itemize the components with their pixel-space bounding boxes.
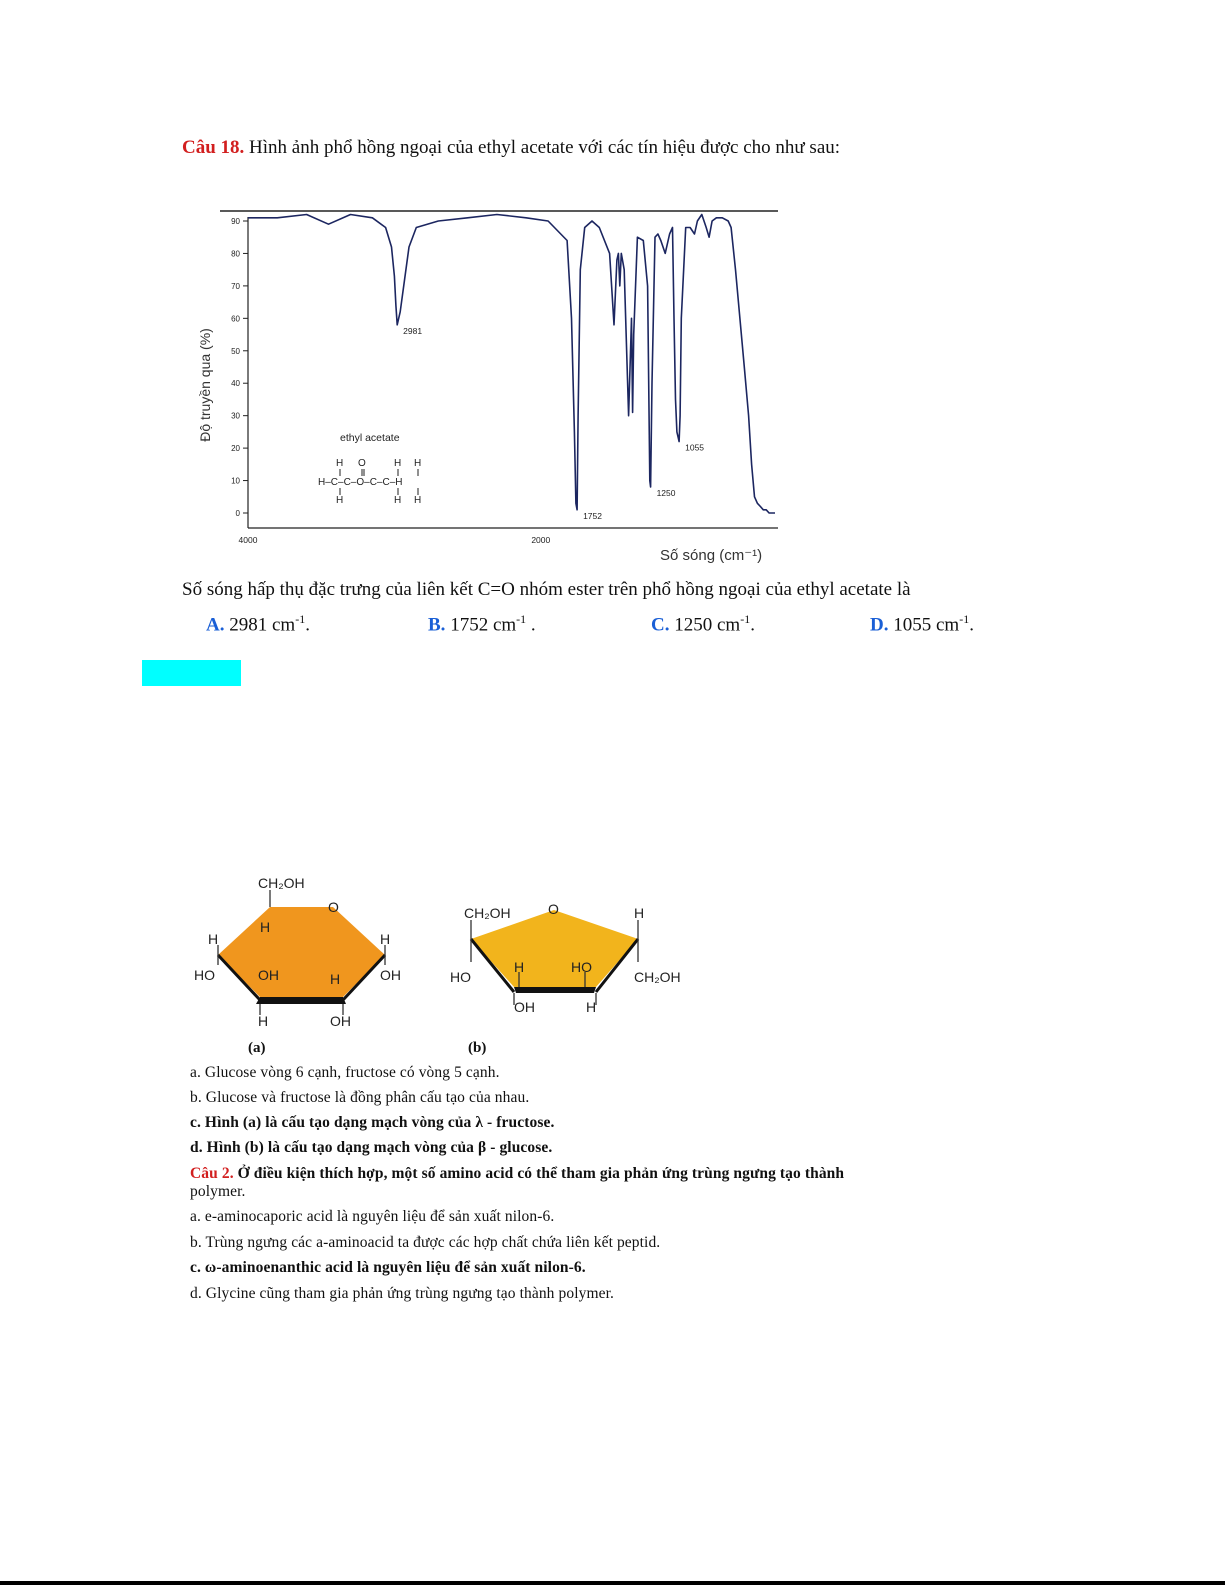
spectrum-line bbox=[248, 215, 775, 514]
question-18-heading bbox=[182, 137, 840, 159]
option-a-value: 2981 cm bbox=[224, 614, 296, 636]
inset-title: ethyl acetate bbox=[340, 432, 400, 444]
option-d[interactable] bbox=[870, 612, 974, 636]
b-h-inner: H bbox=[514, 959, 525, 975]
q2-statement-a: a. e-aminocaporic acid là nguyên liệu để sản xuất nilon-6. bbox=[190, 1208, 555, 1225]
option-b[interactable] bbox=[428, 612, 536, 636]
y-tick-label: 30 bbox=[231, 411, 240, 421]
ethyl-acetate-structure bbox=[318, 458, 421, 506]
y-tick-label: 70 bbox=[231, 281, 240, 291]
question-2-text-cont: polymer. bbox=[190, 1183, 246, 1200]
option-a-sup: -1 bbox=[295, 612, 306, 626]
question-18-text: Hình ảnh phổ hồng ngoại của ethyl acetate với các tín hiệu được cho như sau: bbox=[244, 137, 841, 158]
peak-label-1752: 1752 bbox=[583, 510, 603, 521]
b-ch2oh-right: CH₂OH bbox=[634, 969, 681, 985]
q1-statement-b: b. Glucose và fructose là đồng phân cấu tạo của nhau. bbox=[190, 1089, 530, 1106]
b-oh-bottom: OH bbox=[514, 999, 535, 1015]
q2-statement-c: c. ω-aminoenanthic acid là nguyên liệu để sản xuất nilon-6. bbox=[190, 1259, 586, 1276]
y-ticks bbox=[231, 217, 248, 518]
svg-text:H: H bbox=[394, 495, 402, 506]
a-oh-bottom: OH bbox=[330, 1013, 351, 1029]
option-c-value: 1250 cm bbox=[669, 614, 741, 636]
y-tick-label: 90 bbox=[231, 217, 240, 226]
option-b-end: . bbox=[526, 614, 536, 636]
y-tick-label: 0 bbox=[235, 509, 240, 518]
a-oh-right: OH bbox=[380, 967, 401, 983]
svg-text:H: H bbox=[336, 458, 344, 469]
b-ho-left: HO bbox=[450, 969, 471, 985]
a-h-right: H bbox=[380, 931, 391, 947]
pentagon-ring-b bbox=[471, 910, 638, 987]
option-d-end: . bbox=[969, 614, 974, 636]
y-tick-label: 20 bbox=[231, 444, 240, 454]
ir-spectrum-chart bbox=[190, 195, 790, 575]
a-h-bottom: H bbox=[258, 1013, 269, 1029]
page-bottom-border bbox=[0, 1581, 1225, 1585]
y-tick-label: 60 bbox=[231, 314, 240, 324]
caption-b: (b) bbox=[468, 1040, 487, 1056]
option-d-value: 1055 cm bbox=[888, 614, 960, 636]
y-tick-label: 10 bbox=[231, 476, 240, 486]
q1-statement-a: a. Glucose vòng 6 cạnh, fructose có vòng 5 cạnh. bbox=[190, 1064, 500, 1081]
option-c-end: . bbox=[750, 614, 755, 636]
cyan-highlight-block bbox=[142, 660, 241, 686]
option-d-sup: -1 bbox=[959, 612, 970, 626]
q1-statement-d: d. Hình (b) là cấu tạo dạng mạch vòng của β - glucose. bbox=[190, 1139, 553, 1156]
sugar-structures-figure bbox=[188, 862, 708, 1062]
y-tick-label: 50 bbox=[231, 346, 240, 356]
q2-statement-b: b. Trùng ngưng các a-aminoacid ta được các hợp chất chứa liên kết peptid. bbox=[190, 1234, 661, 1251]
svg-text:O: O bbox=[358, 458, 366, 469]
x-axis-label: Số sóng (cm⁻¹) bbox=[660, 547, 763, 564]
question-2-text: Ở điều kiện thích hợp, một số amino acid có thể tham gia phản ứng trùng ngưng tạo thành bbox=[233, 1165, 845, 1182]
question-2-label: Câu 2. bbox=[190, 1165, 234, 1182]
question-18-stem: Số sóng hấp thụ đặc trưng của liên kết C=O nhóm ester trên phổ hồng ngoại của ethyl acetate là bbox=[182, 579, 911, 600]
option-a[interactable] bbox=[206, 612, 310, 636]
svg-text:H: H bbox=[414, 458, 422, 469]
q1-statement-c: c. Hình (a) là cấu tạo dạng mạch vòng của λ - fructose. bbox=[190, 1114, 555, 1131]
a-h-left: H bbox=[208, 931, 219, 947]
option-a-letter: A. bbox=[206, 614, 225, 636]
peak-label-2981: 2981 bbox=[403, 325, 423, 336]
option-b-value: 1752 cm bbox=[445, 614, 517, 636]
question-18-label: Câu 18. bbox=[182, 137, 245, 158]
y-tick-label: 80 bbox=[231, 249, 240, 259]
a-h-inner2: H bbox=[330, 971, 341, 987]
option-b-sup: -1 bbox=[516, 612, 527, 626]
peak-label-1055: 1055 bbox=[685, 442, 705, 453]
a-h-inner: H bbox=[260, 919, 271, 935]
svg-text:H: H bbox=[394, 458, 402, 469]
q2-statement-d: d. Glycine cũng tham gia phản ứng trùng ngưng tạo thành polymer. bbox=[190, 1285, 614, 1302]
option-c[interactable] bbox=[651, 612, 755, 636]
x-tick-label: 4000 bbox=[238, 535, 258, 545]
a-ch2oh-label: CH₂OH bbox=[258, 875, 305, 891]
y-tick-label: 40 bbox=[231, 379, 240, 389]
option-c-sup: -1 bbox=[740, 612, 751, 626]
b-ring-oxygen: O bbox=[548, 901, 559, 917]
b-h-right: H bbox=[634, 905, 645, 921]
x-ticks bbox=[239, 535, 551, 545]
y-axis-label: Độ truyền qua (%) bbox=[197, 328, 213, 442]
option-b-letter: B. bbox=[428, 614, 446, 636]
x-tick-label: 2000 bbox=[531, 535, 551, 545]
b-ho-inner: HO bbox=[571, 959, 592, 975]
hexagon-ring-a-bold-edge bbox=[256, 997, 346, 1004]
b-h-bottom: H bbox=[586, 999, 597, 1015]
question-2-heading bbox=[190, 1165, 844, 1183]
peak-annotations bbox=[403, 326, 704, 521]
svg-text:H–C–C–O–C–C–H: H–C–C–O–C–C–H bbox=[318, 477, 403, 488]
option-c-letter: C. bbox=[651, 614, 670, 636]
option-a-end: . bbox=[305, 614, 310, 636]
b-ch2oh-left: CH₂OH bbox=[464, 905, 511, 921]
a-ho-left: HO bbox=[194, 967, 215, 983]
pentagon-ring-b-bold-edge bbox=[514, 987, 596, 993]
svg-text:H: H bbox=[414, 495, 422, 506]
caption-a: (a) bbox=[248, 1040, 266, 1056]
option-d-letter: D. bbox=[870, 614, 889, 636]
a-oh-inner: OH bbox=[258, 967, 279, 983]
peak-label-1250: 1250 bbox=[656, 488, 676, 499]
svg-text:H: H bbox=[336, 495, 344, 506]
a-ring-oxygen: O bbox=[328, 899, 339, 915]
